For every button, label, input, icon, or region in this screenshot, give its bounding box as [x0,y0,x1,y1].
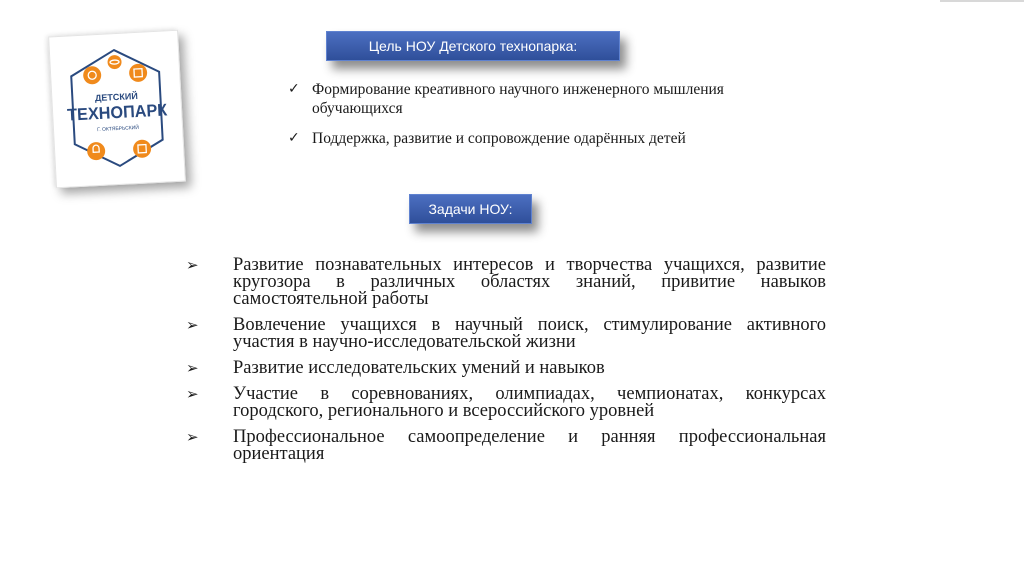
tasks-header-label: Задачи НОУ: [428,201,513,217]
goal-item [288,129,738,148]
technopark-logo [54,39,181,179]
task-item-text: Развитие исследовательских умений и навыков [233,358,605,378]
goal-header-label: Цель НОУ Детского технопарка: [368,38,578,54]
arrow-bullet-icon: ➢ [186,316,199,334]
task-item [186,317,826,351]
task-item-text: Участие в соревнованиях, олимпиадах, чемпионатах, конкурсах городского, регионального и всероссийского уровней [233,384,826,421]
logo-line3: Г. ОКТЯБРЬСКИЙ [97,124,140,134]
check-icon: ✓ [288,130,300,146]
arrow-bullet-icon: ➢ [186,428,199,446]
task-item [186,257,826,308]
goal-item-text: Формирование креативного научного инженерного мышления обучающихся [312,81,724,117]
top-edge-line [940,0,1024,2]
tasks-header [409,194,532,224]
logo-line2: ТЕХНОПАРК [66,100,173,125]
task-item-text: Развитие познавательных интересов и творчества учащихся, развитие кругозора в различных областях знаний, привитие навыков самостоятельной работы [233,255,826,309]
task-item-text: Вовлечение учащихся в научный поиск, стимулирование активного участия в научно-исследовательской жизни [233,315,826,352]
task-item [186,429,826,463]
arrow-bullet-icon: ➢ [186,385,199,403]
atom-icon [107,55,122,70]
task-item-text: Профессиональное самоопределение и ранняя профессиональная ориентация [233,427,826,464]
goal-item [288,80,738,118]
circuit-icon [129,63,148,82]
task-item [186,360,826,377]
goal-list [288,80,738,159]
task-list [186,257,826,472]
goal-header [326,31,620,61]
task-item [186,386,826,420]
arrow-bullet-icon: ➢ [186,359,199,377]
arrow-bullet-icon: ➢ [186,256,199,274]
goal-item-text: Поддержка, развитие и сопровождение одарённых детей [312,130,686,147]
technopark-logo-card [48,30,186,189]
check-icon: ✓ [288,81,300,97]
logo-line1: ДЕТСКИЙ [94,90,139,104]
